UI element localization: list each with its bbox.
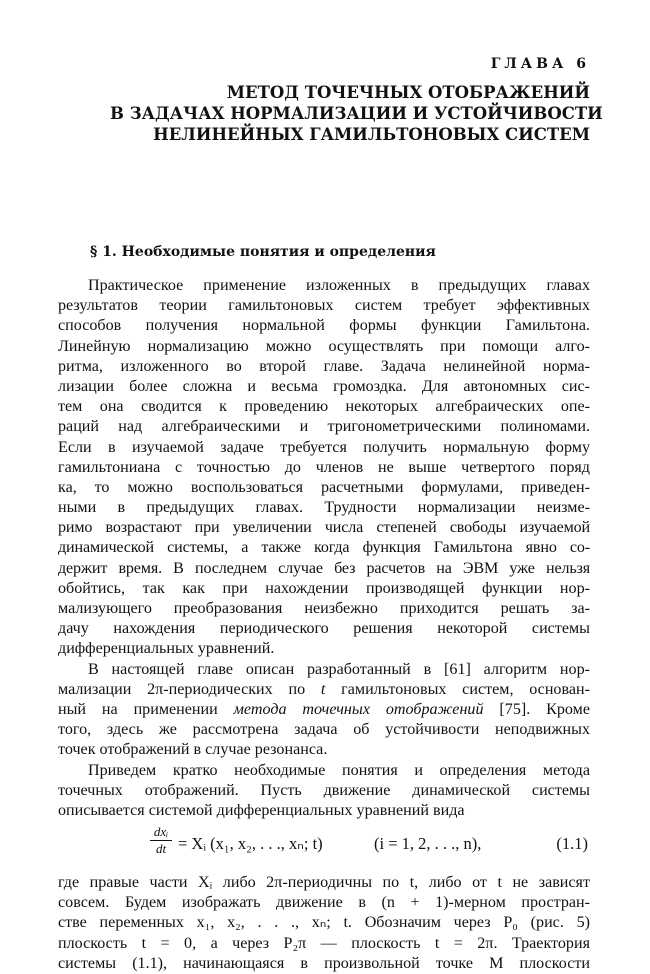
text-span: [75]. Кроме (483, 700, 590, 718)
text-line: Если в изучаемой задаче требуется получить нормальную форму (58, 438, 590, 456)
equation-rhs: = Xᵢ (x₁, x₂, . . ., xₙ; t) (178, 834, 323, 854)
fraction-denominator: dt (155, 841, 167, 857)
text-line: точечных отображений. Пусть движение динамической системы (58, 781, 590, 799)
method-name: метода точечных отображений (233, 700, 484, 718)
text-line: результатов теории гамильтоновых систем требует эффективных (58, 297, 590, 315)
text-span: гамильтоновых систем, основан- (325, 680, 590, 698)
chapter-title-line: НЕЛИНЕЙНЫХ ГАМИЛЬТОНОВЫХ СИСТЕМ (153, 125, 590, 144)
text-line: Линейную нормализацию можно осуществлять при помощи алго- (58, 337, 590, 355)
text-line: плоскость t = 0, а через P₂π — плоскость t = 2π. Траектория (58, 934, 590, 952)
text-line: раций над алгебраическими и тригонометрическими полиномами. (58, 418, 590, 436)
body-text (58, 276, 590, 974)
text-line: способов получения нормальной формы функции Гамильтона. (58, 317, 590, 335)
chapter-label: ГЛАВА 6 (490, 56, 590, 72)
text-line: ка, то можно воспользоваться расчетными формулами, приведен- (58, 478, 590, 496)
text-line: обойтись, так как при нахождении производящей функции нор- (58, 579, 590, 597)
section-heading: § 1. Необходимые понятия и определения (90, 244, 436, 260)
text-line: точек отображений в случае резонанса. (58, 741, 328, 759)
text-line: лизации более сложна и весьма громоздка. Для автономных сис- (58, 377, 590, 395)
text-line: дифференциальных уравнений. (58, 640, 275, 658)
fraction-numerator: dxᵢ (150, 825, 172, 841)
text-line: мализующего преобразования неизбежно приходится решать за- (58, 600, 590, 617)
text-line: того, здесь же рассмотрена задача об устойчивости неподвижных (58, 721, 590, 739)
text-line: тем она сводится к проведению некоторых алгебраических опе- (58, 398, 590, 416)
text-line: римо возрастают при увеличении числа степеней свободы изучаемой (58, 519, 590, 537)
equation-condition: (i = 1, 2, . . ., n), (374, 834, 482, 854)
chapter-title (110, 82, 603, 145)
text-line: дачу нахождения периодического решения некоторой системы (58, 620, 590, 638)
text-line: где правые части Xᵢ либо 2π-периодичны по t, либо от t не зависят (58, 874, 590, 892)
text-span: мализации 2π-периодических по (58, 680, 321, 698)
equation-1-1 (58, 825, 590, 867)
text-line: описывается системой дифференциальных уравнений вида (58, 801, 465, 819)
chapter-title-line: В ЗАДАЧАХ НОРМАЛИЗАЦИИ И УСТОЙЧИВОСТИ (110, 104, 603, 123)
text-line: системы (1.1), начинающаяся в произвольной точке M плоскости (58, 954, 590, 972)
equation-number: (1.1) (556, 834, 588, 854)
text-line: Практическое применение изложенных в предыдущих главах (88, 277, 590, 294)
text-line: динамической системы, а также когда функция Гамильтона явно со- (58, 539, 590, 557)
text-line (58, 700, 590, 720)
text-line: держит время. В последнем случае без расчетов на ЭВМ уже нельзя (58, 559, 590, 577)
text-line: стве переменных x₁, x₂, . . ., xₙ; t. Обозначим через P₀ (рис. 5) (58, 914, 590, 932)
text-line: ными в предыдущих главах. Трудности нормализации неизме- (58, 499, 590, 517)
text-line: совсем. Будем изображать движение в (n + 1)-мерном простран- (58, 894, 590, 912)
derivative-fraction (150, 825, 172, 856)
text-line: ритма, изложенного во второй главе. Задача нелинейной норма- (58, 357, 590, 375)
variable-t: t (320, 680, 326, 698)
text-line: гамильтониана с точностью до членов не выше четвертого поряд (58, 458, 590, 476)
text-line (58, 680, 590, 700)
text-span: ный на применении (58, 700, 234, 718)
text-line: Приведем кратко необходимые понятия и определения метода (88, 761, 590, 779)
text-line: В настоящей главе описан разработанный в [61] алгоритм нор- (88, 660, 590, 678)
chapter-title-line: МЕТОД ТОЧЕЧНЫХ ОТОБРАЖЕНИЙ (226, 83, 590, 102)
